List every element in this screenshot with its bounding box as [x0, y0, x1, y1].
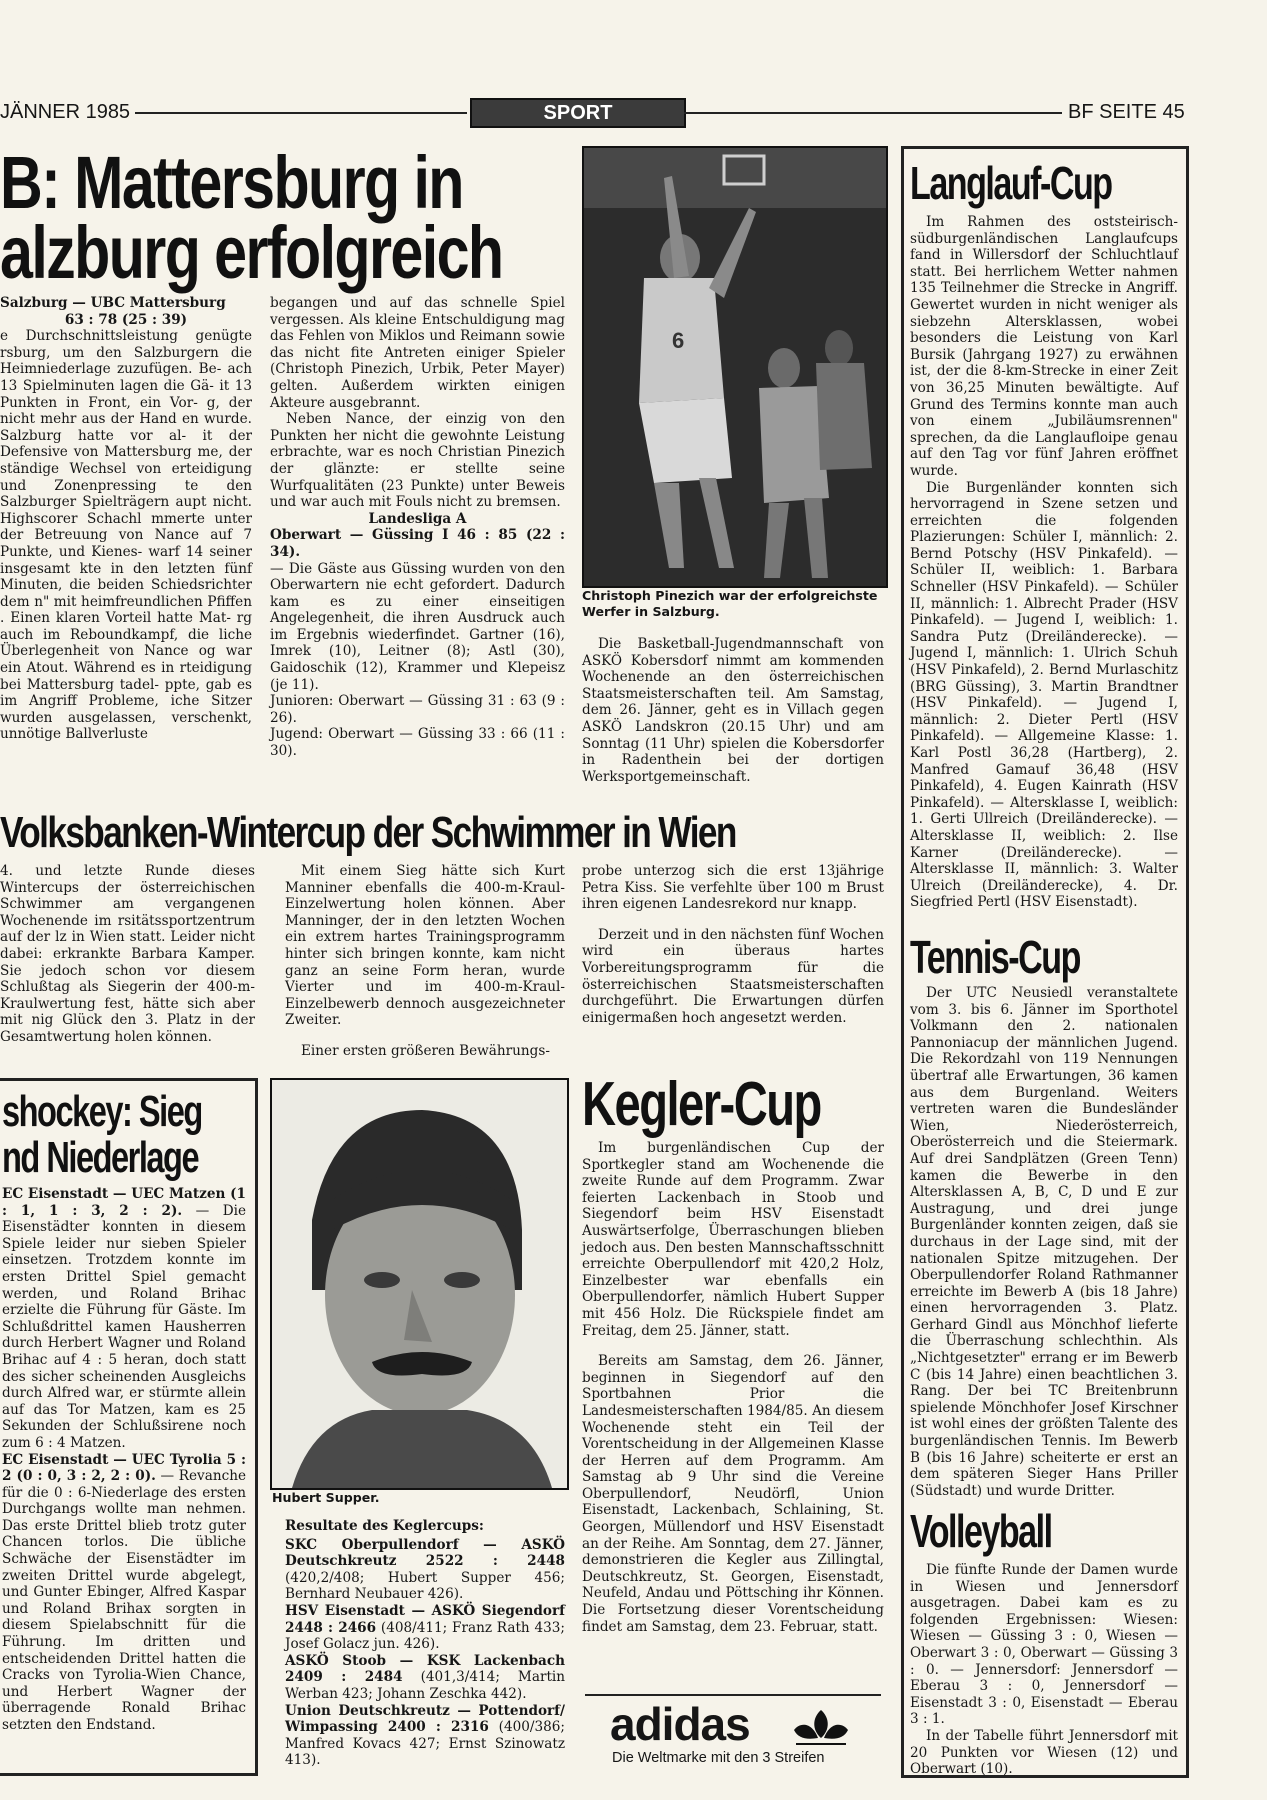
tennis-headline: Tennis-Cup [910, 931, 1080, 983]
basketball-column-1: Salzburg — UBC Mattersburg 63 : 78 (25 : 39) e Durchschnittsleistung genügte rsburg, um den Salzburgern die Heimniederlage zuzufügen. Be- ach 13 Spielminuten lagen die Gä- it 13 Punkten in Front, ein Vor- g, der nicht mehr aus der Hand en wurde. Salzburg hatte vor al- it der Defensive von Mattersburg me, der ständige Wechsel von erteidigung und Zonenpressing te den Salzburger Spielträgern aupt nicht. Highscorer Schachl mmerte unter der Betreuung von Nance auf 7 Punkte, und Kienes- warf 14 seiner insgesamt kte in den letzten fünf Minuten, die beiden Schiedsrichter dem n" mit heimfreundlichen Pfiffen . Einen klaren Vorteil hatte Mat- rg auch im Reboundkampf, die liche Überlegenheit von Nance og war ein Atout. Während es in rteidigung bei Mattersburg tadel- ppte, gab es im Angriff Probleme, iche Sitzer wurden ausgelassen, verschenkt, unnötige Ballverluste [0, 295, 252, 743]
adidas-slogan: Die Weltmarke mit den 3 Streifen [612, 1750, 825, 1766]
volleyball-headline: Volleyball [910, 1505, 1052, 1557]
header-rule-right [684, 112, 1062, 114]
header-rule-left [135, 112, 467, 114]
langlauf-text: Im Rahmen des oststeirisch-südburgenländischen Langlaufcups fand in Willersdorf der Schluchtlauf statt. Bei herrlichem Wetter nahmen 135 Teilnehmer die Strecke in Angriff. Gewertet wurden in nicht weniger als siebzehn Altersklassen, wobei besonders die Leistung von Karl Bursik (Jahrgang 1927) zu erwähnen ist, der die 8-km-Strecke in einer Zeit von 36,25 Minuten bewältigte. Auf Grund des Termins konnte man auch von einem „Jubiläumsrennen" sprechen, da die Langlaufloipe genau auf den Tag vor fünf Jahren eröffnet wurde. Die Burgenländer konnten sich hervorragend in Szene setzen und erreichten die folgenden Plazierungen: Schüler I, männlich: 2. Bernd Potschy (HSV Pinkafeld). — Schüler II, weiblich: 1. Barbara Schneller (HSV Pinkafeld). — Schüler II, männlich: 1. Albrecht Prader (HSV Pinkafeld). — Jugend I, weiblich: 1. Sandra Putz (Dreiländerecke). — Jugend I, männlich: 1. Ulrich Schuh (HSV Pinkafeld), 2. Bernd Murlaschitz (BRG Güssing), 3. Martin Brandtner (HSV Pinkafeld). — Jugend I, männlich: 2. Dieter Pertl (HSV Pinkafeld). — Allgemeine Klasse: 1. Karl Postl 36,28 (Hartberg), 2. Manfred Gamauf 36,48 (HSV Pinkafeld), 4. Eugen Kainrath (HSV Pinkafeld). — Altersklasse I, weiblich: 1. Gerti Ullreich (Dreiländerecke). — Altersklasse II, weiblich: 2. Ilse Karner (Dreiländerecke). — Altersklasse II, männlich: 3. Walter Ulreich (Dreiländerecke), 4. Dr. Siegfried Pertl (HSV Eisenstadt). [910, 214, 1178, 911]
adidas-logo-text: adidas [610, 1698, 750, 1750]
issue-date: JÄNNER 1985 [0, 101, 131, 123]
kegler-text: Im burgenländischen Cup der Sportkegler stand am Wochenende die zweite Runde auf dem Programm. Zwar feierten Lackenbach in Stoob und Siegendorf beim HSV Eisenstadt Auswärtserfolge, Überraschungen blieben jedoch aus. Den besten Mannschaftsschnitt erreichte Oberpullendorf mit 420,2 Holz, Einzelbester war ebenfalls ein Oberpullendorfer, nämlich Hubert Supper mit 456 Holz. Die Rückspiele findet am Freitag, dem 25. Jänner, statt. Bereits am Samstag, dem 26. Jänner, beginnen in Siegendorf auf den Sportbahnen Prior die Landesmeisterschaften 1984/85. An diesem Wochenende steht ein Teil der Vorentscheidung in der Allgemeinen Klasse der Herren auf dem Programm. Am Samstag ab 9 Uhr sind die Vereine Oberpullendorf, Neudörfl, Union Eisenstadt, Lackenbach, Schlaining, St. Georgen, Müllendorf und HSV Eisenstadt an der Reihe. Am Sonntag, dem 27. Jänner, demonstrieren die Kegler aus Zillingtal, Deutschkreutz, St. Georgen, Eisenstadt, Neufeld, Andau und Pöttsching ihr Können. Die Fortsetzung dieser Vorentscheidung findet am Samstag, dem 23. Februar, statt. [582, 1140, 884, 1635]
basketball-photo-caption: Christoph Pinezich war der erfolgreichste Werfer in Salzburg. [582, 588, 878, 619]
basketball-column-3: Die Basketball-Jugendmannschaft von ASKÖ Kobersdorf nimmt am kommenden Wochenende an den österreichischen Staatsmeisterschaften teil. Am Samstag, dem 26. Jänner, geht es in Villach gegen ASKÖ Landskron (20.15 Uhr) und am Sonntag (11 Uhr) spielen die Kobersdorfer in Radenthein bei der dortigen Werksportgemeinschaft. [582, 636, 884, 785]
schwimmer-column-3: probe unterzog sich die erst 13jährige Petra Kiss. Sie verfehlte über 100 m Brust ihren eigenen Landesrekord nur knapp. Derzeit und in den nächsten fünf Wochen wird ein überaus hartes Vorbereitungsprogramm für die österreichischen Staatsmeisterschaften durchgeführt. Die Erwartungen dürfen einigermaßen hoch angesetzt werden. [582, 863, 884, 1026]
eishockey-headline-2: nd Niederlage [2, 1133, 199, 1182]
ad-rule [585, 1694, 881, 1696]
hubert-supper-photo [270, 1078, 569, 1490]
schwimmer-column-2: Mit einem Sieg hätte sich Kurt Manniner ebenfalls die 400-m-Kraul-Einzelwertung holen können. Aber Manninger, der in den letzten Wochen ein extrem hartes Trainingsprogramm hinter sich bringen konnte, kam nicht ganz an seine Form heran, wurde Vierter und im 400-m-Kraul-Einzelbewerb dennoch ausgezeichneter Zweiter. Einer ersten größeren Bewährungs- [285, 863, 565, 1059]
kegler-results: Resultate des Keglercups: SKC Oberpullendorf — ASKÖ Deutschkreutz 2522 : 2448 (420,2/408; Hubert Supper 456; Bernhard Neubauer 426). HSV Eisenstadt — ASKÖ Siegendorf 2448 : 2466 (408/411; Franz Rath 433; Josef Golacz jun. 426). ASKÖ Stoob — KSK Lackenbach 2409 : 2484 (401,3/414; Martin Werban 423; Johann Zeschka 442). Union Deutschkreutz — Pottendorf/ Wimpassing 2400 : 2316 (400/386; Manfred Kovacs 427; Ernst Szinowatz 413). [285, 1518, 566, 1769]
basketball-photo [582, 146, 888, 588]
langlauf-headline: Langlauf-Cup [910, 157, 1112, 209]
section-label: SPORT [470, 98, 686, 128]
portrait-image [272, 1080, 567, 1488]
basketball-headline-2: alzburg erfolgreich [0, 211, 503, 294]
basketball-headline-1: B: Mattersburg in [0, 141, 463, 224]
tennis-text: Der UTC Neusiedl veranstaltete vom 3. bis 6. Jänner im Sporthotel Volkmann den 2. nationalen Pannoniacup der männlichen Jugend. Die Rekordzahl von 119 Nennungen übertraf alle Erwartungen, 36 kamen aus dem Burgenland. Weiters vertreten waren die Bundesländer Wien, Niederösterreich, Oberösterreich und die Steiermark. Auf drei Sandplätzen (Green Tenn) kamen die Bewerbe in den Altersklassen A, B, C, D und E zur Austragung, und drei junge Burgenländer konnten zeigen, daß sie durchaus in der Lage sind, mit der nationalen Spitze mitzugehen. Der Oberpullendorfer Roland Rathmanner erreichte im Bewerb A (bis 18 Jahre) einen hervorragenden 3. Platz. Gerhard Gindl aus Mönchhof lieferte die Überraschung schlechthin. Als „Nichtgesetzter" errang er im Bewerb C (bis 14 Jahre) einen beachtlichen 3. Rang. Der bei TC Breitenbrunn spielende Mönchhofer Josef Kirschner ist wohl eines der größten Talente des burgenländischen Tennis. Im Bewerb B (bis 16 Jahre) scheiterte er erst an dem späteren Sieger Hans Priller (Südstadt) und wurde Dritter. [910, 985, 1178, 1499]
eishockey-headline-1: shockey: Sieg [2, 1087, 202, 1136]
kegler-headline: Kegler-Cup [582, 1070, 821, 1139]
eishockey-text: EC Eisenstadt — UEC Matzen (1 : 1, 1 : 3, 2 : 2). — Die Eisenstädter konnten in diesem Spiele leider nur sieben Spieler einsetzen. Trotzdem konnte im ersten Drittel Spiel gemacht werden, und Roland Brihac erzielte die Führung für Gäste. Im Schlußdrittel kamen Hausherren durch Herbert Wagner und Roland Brihac auf 4 : 5 heran, doch statt des sicher scheinenden Ausgleichs durch Alfred war, er stürmte allein auf das Tor Matzen, kam es 25 Sekunden der Schlußsirene noch zum 6 : 4 Matzen. EC Eisenstadt — UEC Tyrolia 5 : 2 (0 : 0, 3 : 2, 2 : 0). — Revanche für die 0 : 6-Niederlage des ersten Durchgangs wollte man nehmen. Das erste Drittel blieb trotz guter Chancen torlos. Die übliche Schwäche der Eisenstädter im zweiten Drittel wurde abgelegt, und Gunter Ebinger, Alfred Kaspar und Roland Brihax sorgten in diesem Spielabschnitt für die Führung. Im dritten und entscheidenden Drittel hatten die Cracks von Tyrolia-Wien Chance, und Herbert Wagner der überragende Ronald Brihac setzten den Endstand. [2, 1186, 246, 1733]
basketball-column-2: begangen und auf das schnelle Spiel vergessen. Als kleine Entschuldigung mag das Fehlen von Miklos und Reimann sowie das nicht fite Antreten einiger Spieler (Christoph Pinezich, Urbik, Peter Mayer) gelten. Außerdem wirkten einigen Akteure ausgebrannt. Neben Nance, der einzig von den Punkten her nicht die gewohnte Leistung erbrachte, war es noch Christian Pinezich der glänzte: er stellte seine Wurfqualitäten (23 Punkte) unter Beweis und war auch mit Fouls nicht zu bremsen. Landesliga A Oberwart — Güssing I 46 : 85 (22 : 34). — Die Gäste aus Güssing wurden von den Oberwartern nie echt gefordert. Dadurch kam es zu einer einseitigen Angelegenheit, die ihren Ausdruck auch im Ergebnis wiederfindet. Gartner (16), Imrek (10), Leitner (8); Astl (30), Gaidoschik (12), Krammer und Klepeisz (je 11). Junioren: Oberwart — Güssing 31 : 63 (9 : 26). Jugend: Oberwart — Güssing 33 : 66 (11 : 30). [270, 295, 565, 760]
basketball-player-image [584, 148, 886, 586]
adidas-trefoil-icon [790, 1708, 852, 1748]
page-number: BF SEITE 45 [1068, 101, 1185, 123]
kegler-photo-caption: Hubert Supper. [272, 1490, 380, 1505]
schwimmer-column-1: 4. und letzte Runde dieses Wintercups der österreichischen Schwimmer am vergangenen Wochenende im rsitätssportzentrum auf der lz in Wien statt. Leider nicht dabei: erkrankte Barbara Kamper. Sie jedoch schon vor diesem Schlußtag als Siegerin der 400-m-Kraulwertung fest, hätte sich aber mit nig Glück den 3. Platz in der Gesamtwertung holen können. [0, 863, 255, 1045]
schwimmer-headline: Volksbanken-Wintercup der Schwimmer in Wien [0, 808, 736, 857]
svg-text:6: 6 [672, 328, 685, 353]
volleyball-text: Die fünfte Runde der Damen wurde in Wiesen und Jennersdorf ausgetragen. Dabei kam es zu folgenden Ergebnissen: Wiesen: Wiesen — Güssing 3 : 0, Wiesen — Oberwart 3 : 0, Oberwart — Güssing 3 : 0. — Jennersdorf: Jennersdorf — Eberau 3 : 0, Jennersdorf — Eisenstadt 3 : 0, Eisenstadt — Eberau 3 : 1. In der Tabelle führt Jennersdorf mit 20 Punkten vor Wiesen (12) und Oberwart (10). [910, 1562, 1178, 1778]
